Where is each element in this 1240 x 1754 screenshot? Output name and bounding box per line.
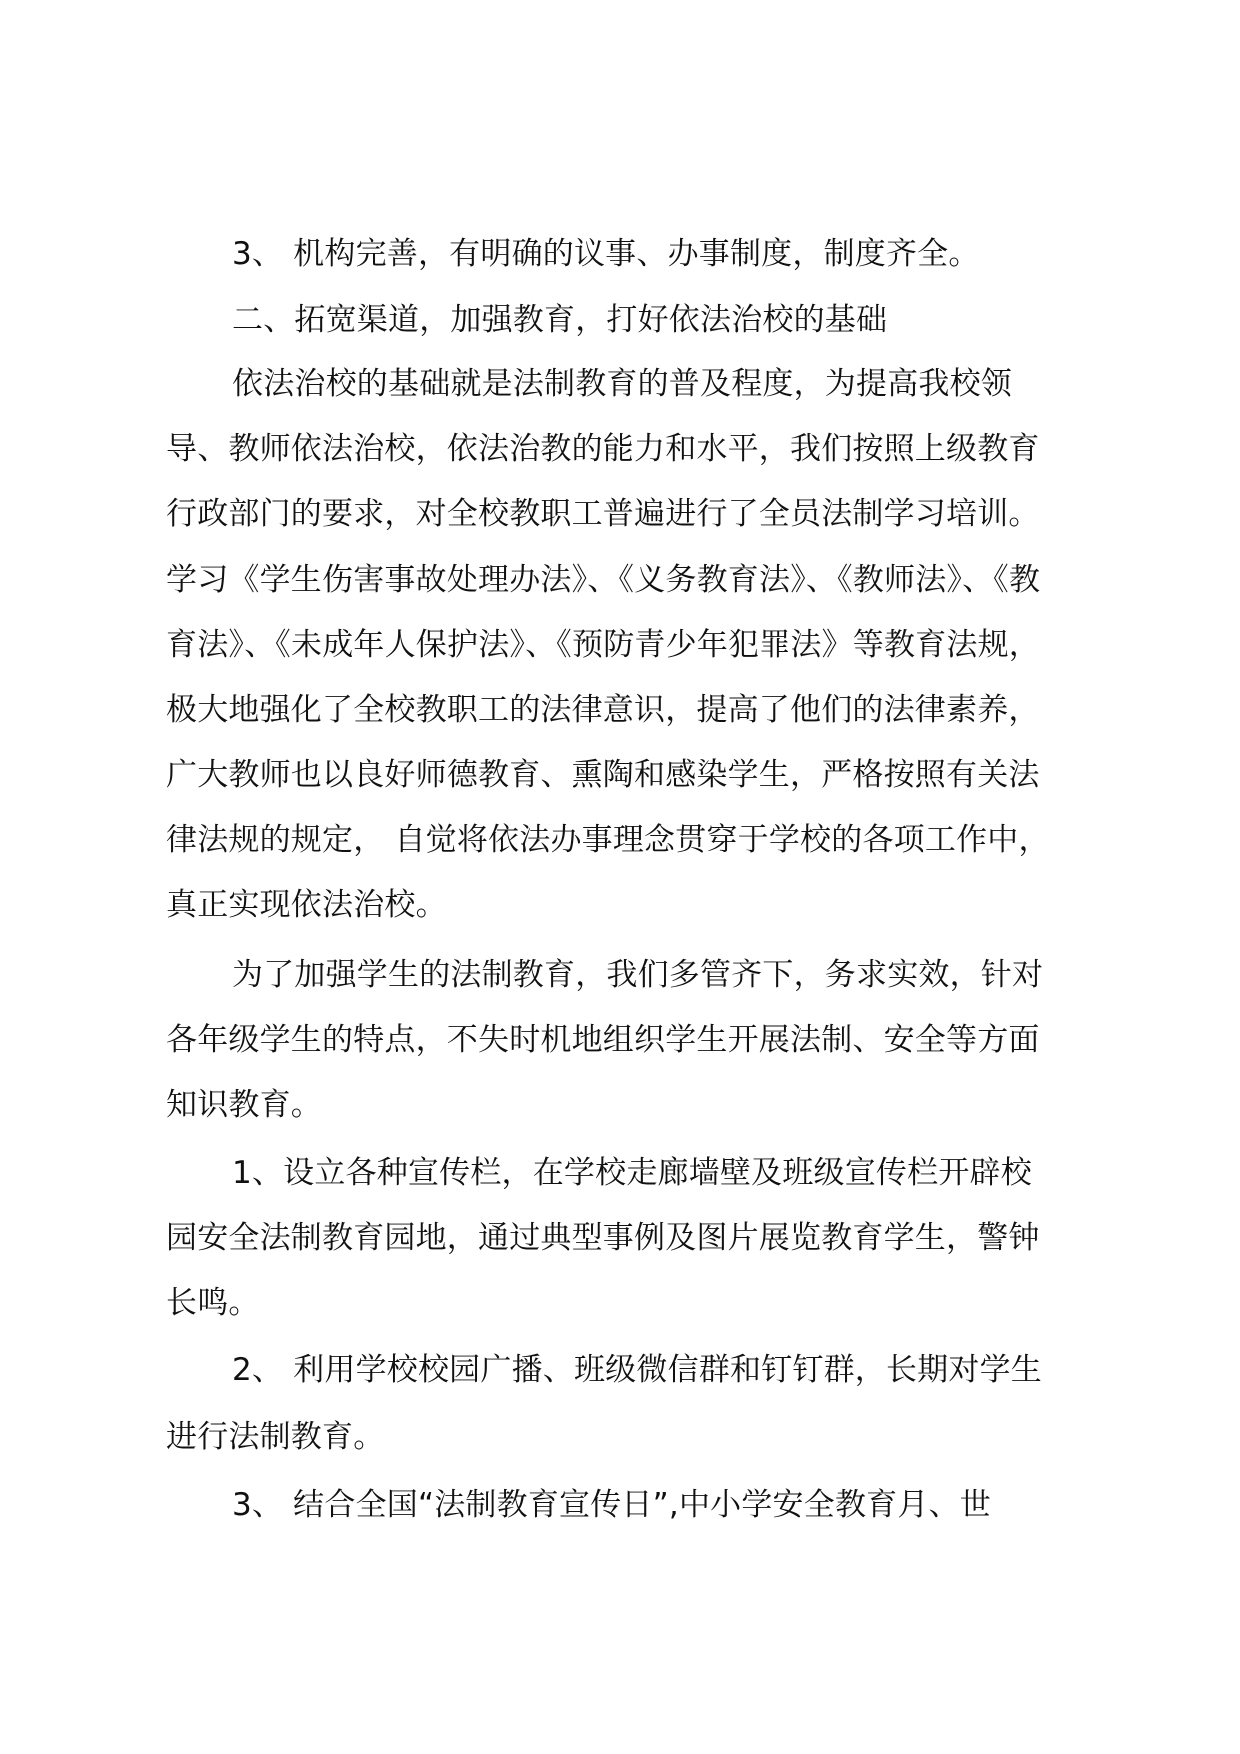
paragraph-line-1: 3、 机构完善，有明确的议事、办事制度，制度齐全。 — [232, 236, 980, 272]
section-heading: 二、拓宽渠道，加强教育，打好依法治校的基础 — [232, 302, 888, 338]
paragraph-line-15: 1、设立各种宣传栏，在学校走廊墙壁及班级宣传栏开辟校 — [232, 1155, 1032, 1191]
paragraph-line-19: 进行法制教育。 — [166, 1419, 385, 1455]
paragraph-line-4: 导、教师依法治校，依法治教的能力和水平，我们按照上级教育 — [166, 431, 1040, 467]
paragraph-line-7: 育法》、《未成年人保护法》、《预防青少年犯罪法》等教育法规， — [166, 627, 1040, 663]
paragraph-line-10: 律法规的规定， 自觉将依法办事理念贯穿于学校的各项工作中， — [166, 822, 1050, 858]
paragraph-line-16: 园安全法制教育园地，通过典型事例及图片展览教育学生，警钟 — [166, 1220, 1040, 1256]
paragraph-line-6: 学习《学生伤害事故处理办法》、《义务教育法》、《教师法》、《教 — [166, 562, 1041, 598]
paragraph-line-9: 广大教师也以良好师德教育、熏陶和感染学生，严格按照有关法 — [166, 757, 1040, 793]
paragraph-line-5: 行政部门的要求，对全校教职工普遍进行了全员法制学习培训。 — [166, 496, 1040, 532]
paragraph-line-11: 真正实现依法治校。 — [166, 887, 447, 923]
paragraph-line-12: 为了加强学生的法制教育，我们多管齐下，务求实效，针对 — [232, 957, 1044, 993]
paragraph-line-14: 知识教育。 — [166, 1087, 322, 1123]
paragraph-line-20: 3、 结合全国“法制教育宣传日”,中小学安全教育月、世 — [232, 1487, 991, 1523]
paragraph-line-17: 长鸣。 — [166, 1285, 260, 1321]
paragraph-line-18: 2、 利用学校校园广播、班级微信群和钉钉群，长期对学生 — [232, 1352, 1042, 1388]
paragraph-line-3: 依法治校的基础就是法制教育的普及程度，为提高我校领 — [232, 366, 1012, 402]
paragraph-line-13: 各年级学生的特点，不失时机地组织学生开展法制、安全等方面 — [166, 1022, 1040, 1058]
paragraph-line-8: 极大地强化了全校教职工的法律意识，提高了他们的法律素养， — [166, 692, 1040, 728]
